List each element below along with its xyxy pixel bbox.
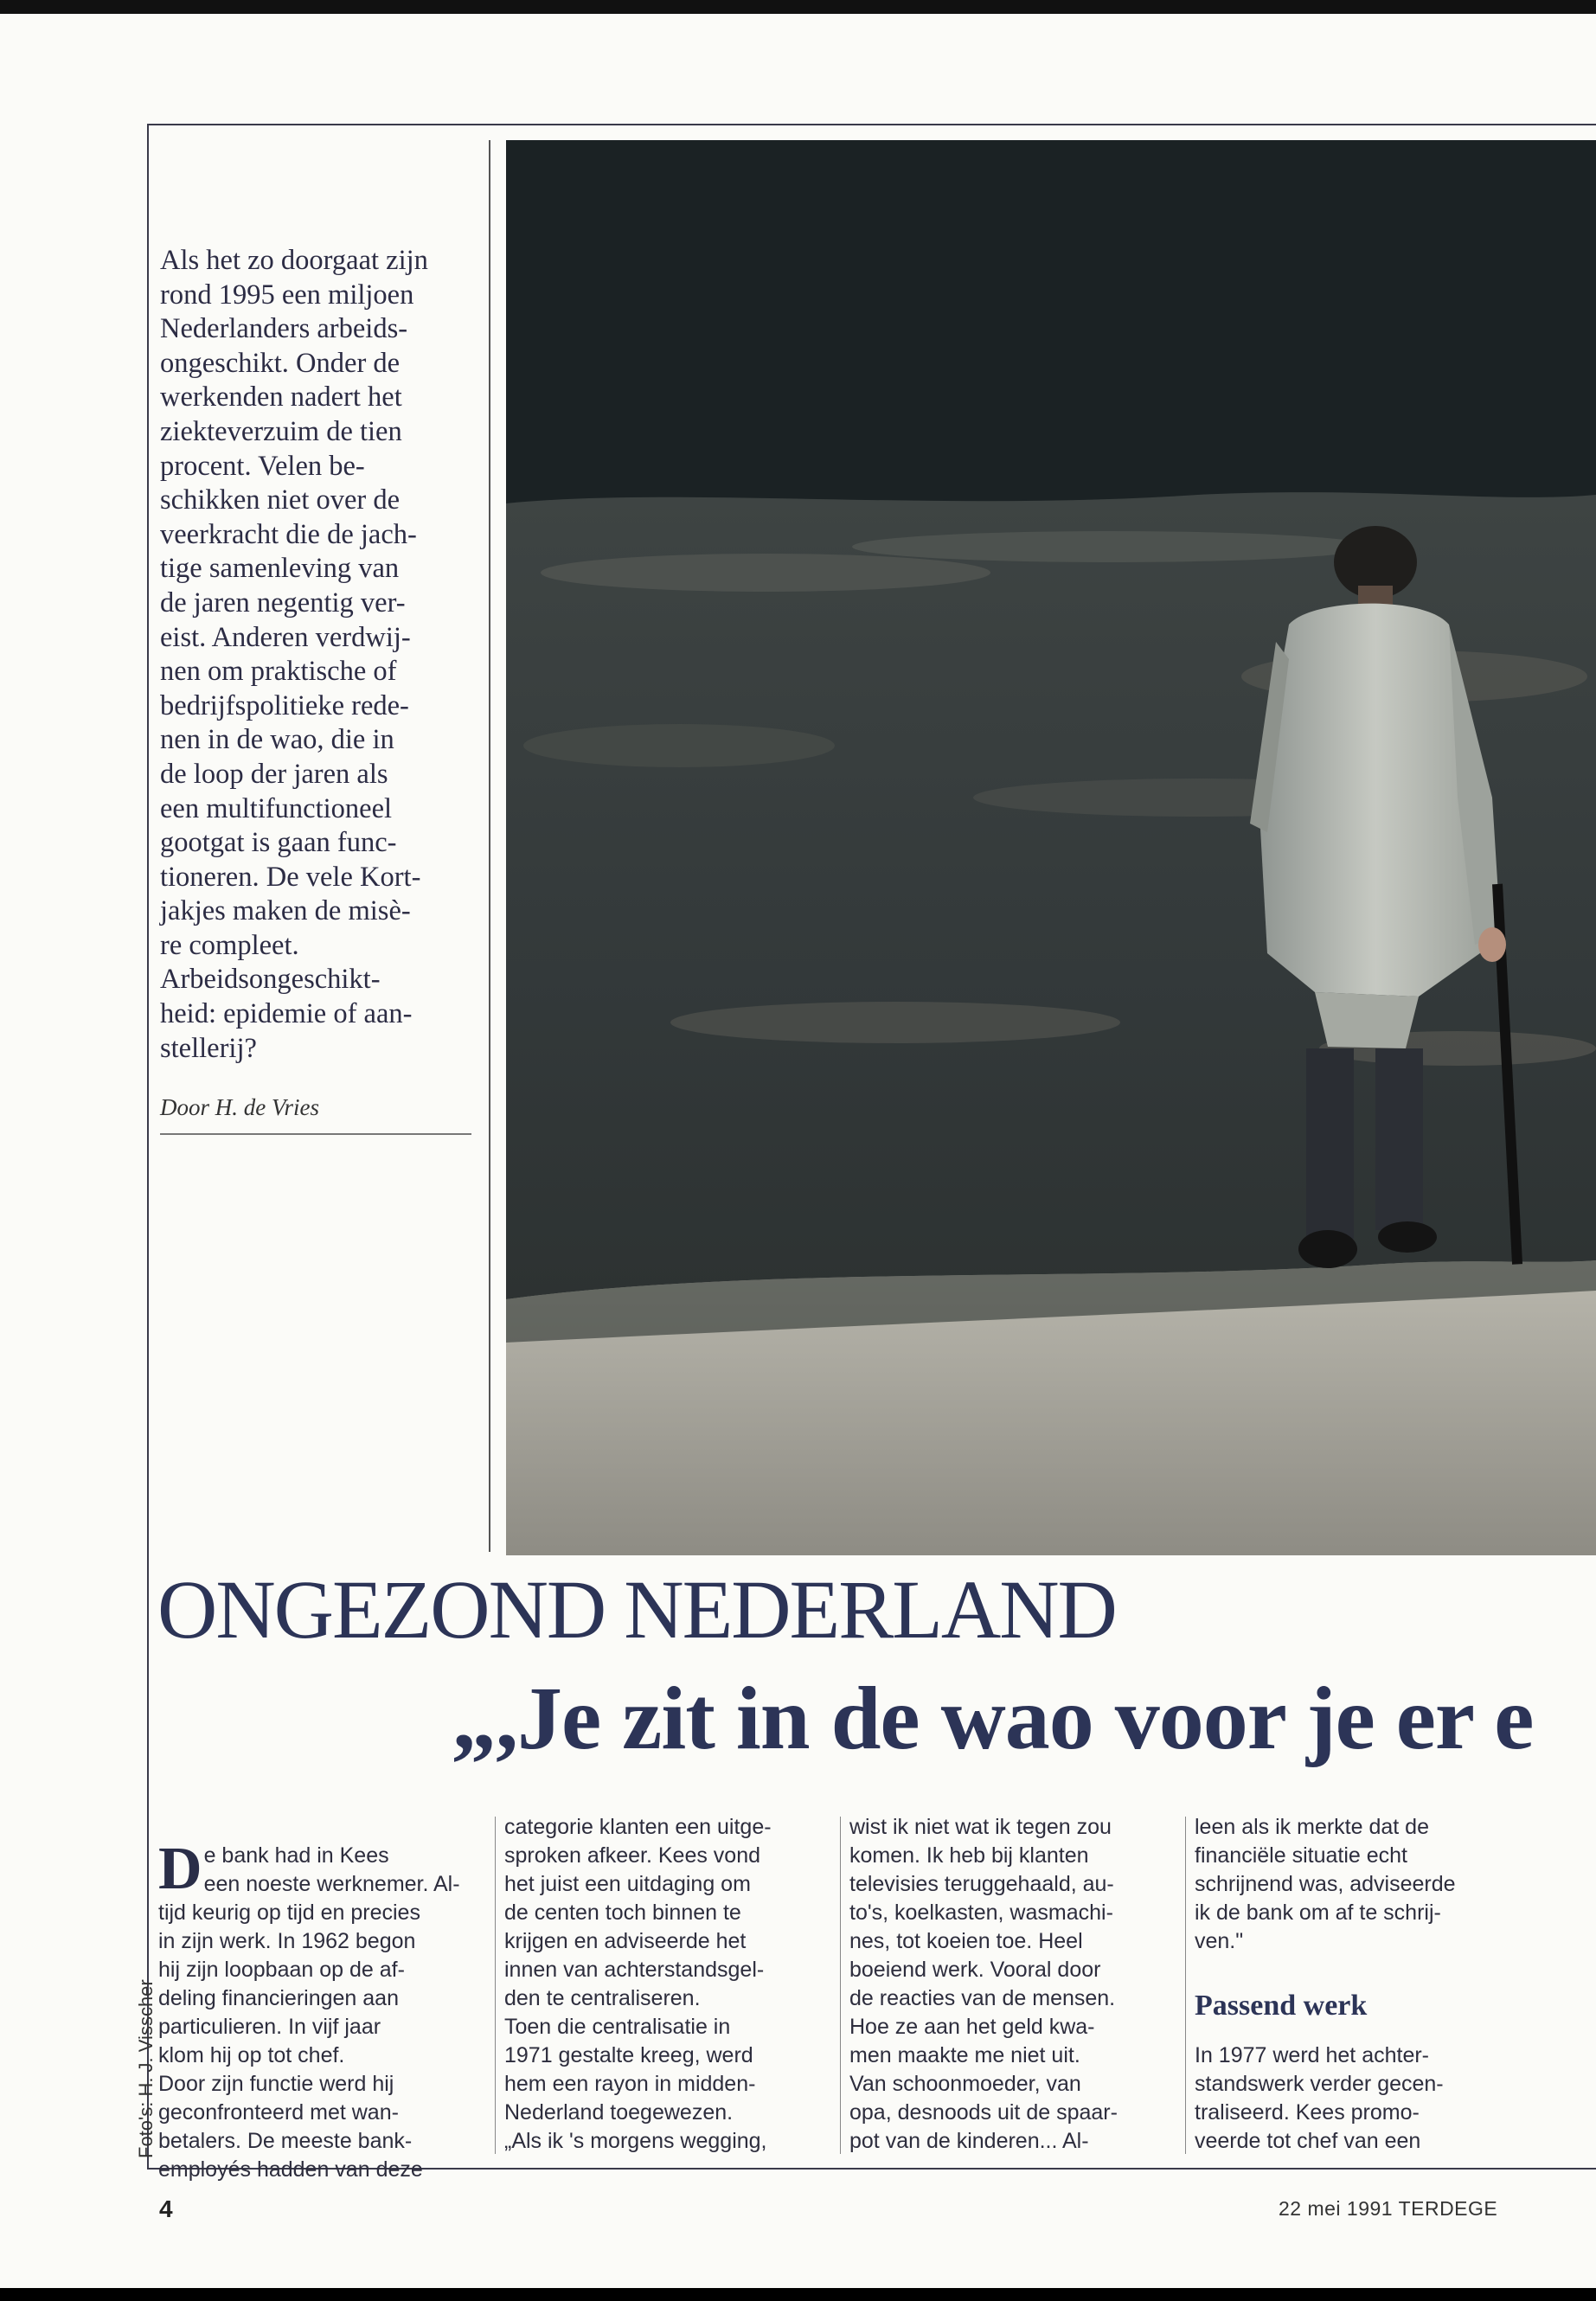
body-column-1 [158, 1813, 483, 2182]
column-divider [1185, 1817, 1186, 2154]
subheading: Passend werk [1195, 1990, 1368, 2022]
column-divider [495, 1817, 496, 2154]
left-frame-rule [147, 125, 149, 2170]
page-number: 4 [159, 2195, 173, 2222]
scan-top-edge [0, 0, 1596, 14]
column-divider [840, 1817, 841, 2154]
top-frame-rule [147, 124, 1596, 125]
body-column-3: wist ik niet wat ik tegen zou komen. Ik heb bij klanten televisies teruggehaald, au- to's, koelkasten, wasmachi- nes, tot koeien toe. Heel boeiend werk. Vooral door de reacties van de mensen. Hoe ze aan het geld kwa- men maakte me niet uit. Van schoonmoeder, van opa, desnoods uit de spaar- pot van de kinderen... Al- [849, 1815, 1118, 2153]
photo-man-walking-on-heath [506, 140, 1596, 1555]
drop-cap: D [158, 1836, 202, 1902]
kicker-title: ONGEZOND NEDERLAND [157, 1563, 1116, 1656]
intro-text: Als het zo doorgaat zijn rond 1995 een miljoen Nederlanders arbeids- ongeschikt. Onder de werkenden nadert het ziekteverzuim de tien procent. Velen be- schikken niet over de veerkracht die de jach- tige samenleving van de jaren negentig ver- eist. Anderen verdwij- nen om praktische of bedrijfspolitieke rede- nen in de wao, die in de loop der jaren als een multifunctioneel gootgat is gaan func- tioneren. De vele Kort- jakjes maken de misè- re compleet. Arbeidsongeschikt- heid: epidemie of aan- stellerij? [160, 245, 428, 1064]
body-column-4-top: leen als ik merkte dat de financiële situatie echt schrijnend was, adviseerde ik de bank om af te schrij- ven." [1195, 1815, 1456, 1953]
body-column-4-bottom: In 1977 werd het achter- standswerk verder gecen- traliseerd. Kees promo- veerde tot chef van een [1195, 2043, 1444, 2153]
byline-rule [160, 1133, 471, 1135]
headline: „,Je zit in de wao voor je er e [452, 1669, 1534, 1768]
photo-credit: Foto's: H. J. Visscher [135, 1979, 157, 2158]
body-column-1-text: e bank had in Kees een noeste werknemer. Al- tijd keurig op tijd en precies in zijn werk. In 1962 begon hij zijn loopbaan op de af- deling financieringen aan particulieren. In vijf jaar klom hij op tot chef. Door zijn functie werd hij geconfronteerd met wan- betalers. De meeste bank- employés hadden van deze [158, 1843, 460, 2182]
footer-issue: 22 mei 1991 TERDEGE [1279, 2197, 1498, 2220]
byline: Door H. de Vries [160, 1094, 319, 1120]
photo-illustration [506, 140, 1596, 1555]
intro-divider-rule [489, 140, 490, 1552]
body-column-2: categorie klanten een uitge- sproken afkeer. Kees vond het juist een uitdaging om de centen toch binnen te krijgen en adviseerde het innen van achterstandsgel- den te centraliseren. Toen die centralisatie in 1971 gestalte kreeg, werd hem een rayon in midden- Nederland toegewezen. „Als ik 's morgens wegging, [504, 1815, 772, 2153]
